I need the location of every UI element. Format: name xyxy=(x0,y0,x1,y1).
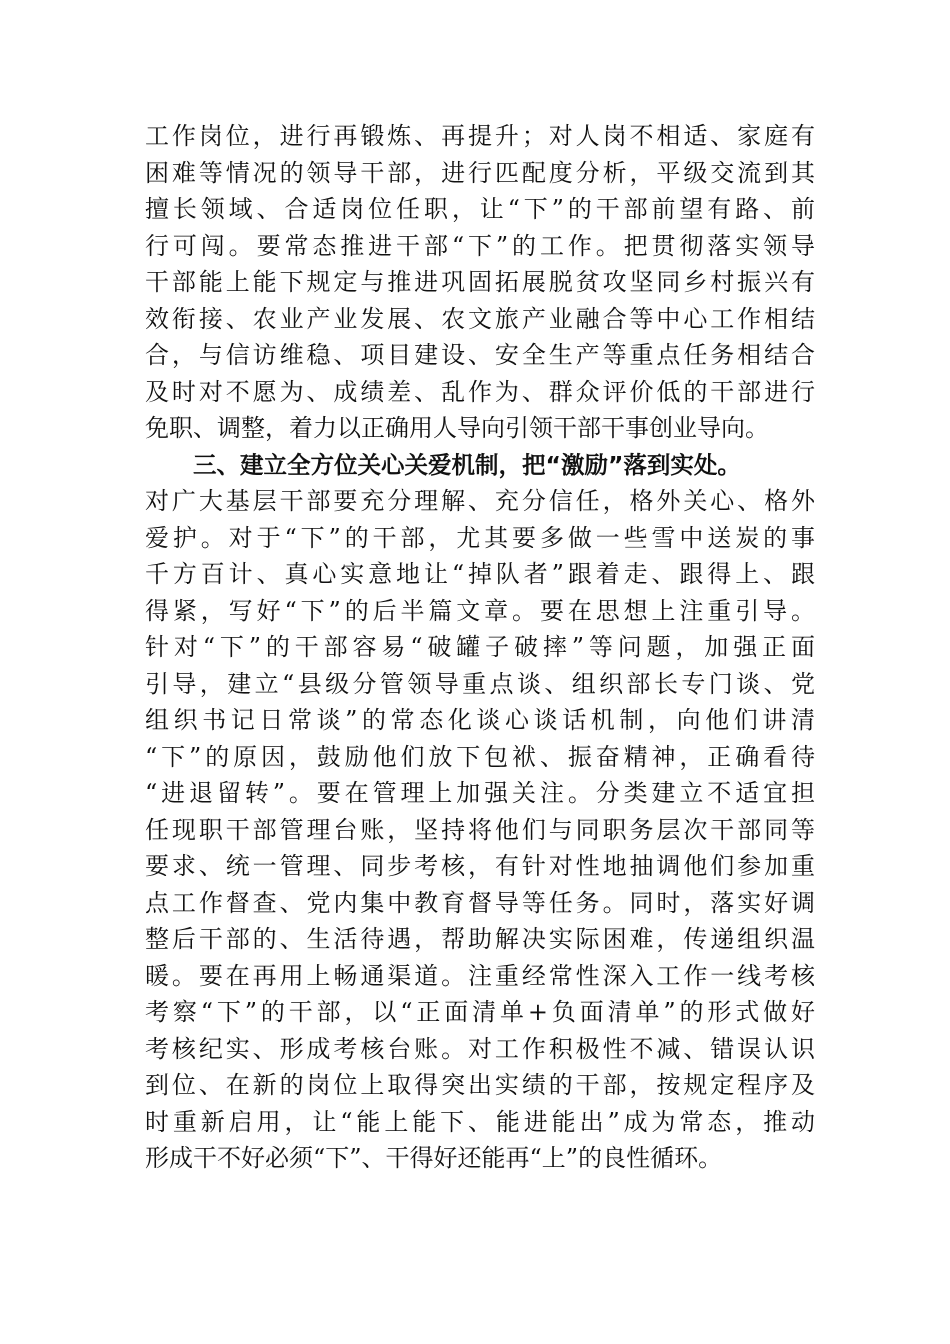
text-line: 形成干不好必须“下”、干得好还能再“上”的良性循环。 xyxy=(145,1144,723,1172)
text-line: 行可闯。要常态推进干部“下”的工作。把贯彻落实领导 xyxy=(145,231,815,260)
paragraph-1 xyxy=(145,118,815,447)
text-line: 组织书记日常谈”的常态化谈心谈话机制，向他们讲清 xyxy=(145,706,815,734)
text-line: 免职、调整，着力以正确用人导向引领干部干事创业导向。 xyxy=(145,414,769,442)
text-line: 要求、统一管理、同步考核，有针对性地抽调他们参加重 xyxy=(145,852,815,880)
text-line: 点工作督查、党内集中教育督导等任务。同时，落实好调 xyxy=(145,888,815,917)
text-line: 整后干部的、生活待遇，帮助解决实际困难，传递组织温 xyxy=(145,925,815,953)
text-line: 任现职干部管理台账，坚持将他们与同职务层次干部同等 xyxy=(145,815,815,844)
text-line: 到位、在新的岗位上取得突出实绩的干部，按规定程序及 xyxy=(145,1071,815,1099)
text-line: 工作岗位，进行再锻炼、再提升；对人岗不相适、家庭有 xyxy=(145,122,815,150)
text-line: 考核纪实、形成考核台账。对工作积极性不减、错误认识 xyxy=(145,1034,815,1063)
text-line: 爱护。对于“下”的干部，尤其要多做一些雪中送炭的事 xyxy=(145,523,815,552)
text-line: 引导，建立“县级分管领导重点谈、组织部长专门谈、党 xyxy=(145,669,815,698)
text-line: 暖。要在再用上畅通渠道。注重经常性深入工作一线考核 xyxy=(145,961,815,990)
text-line: “下”的原因，鼓励他们放下包袱、振奋精神，正确看待 xyxy=(145,742,815,771)
text-line: 干部能上能下规定与推进巩固拓展脱贫攻坚同乡村振兴有 xyxy=(145,268,815,296)
document-page xyxy=(145,118,815,1177)
text-line: 针对“下”的干部容易“破罐子破摔”等问题，加强正面 xyxy=(145,633,815,661)
text-line: 考察“下”的干部，以“正面清单+负面清单”的形式做好 xyxy=(145,998,815,1026)
text-line: “进退留转”。要在管理上加强关注。分类建立不适宜担 xyxy=(145,779,815,807)
text-line: 及时对不愿为、成绩差、乱作为、群众评价低的干部进行 xyxy=(145,377,815,406)
section-heading: 三、建立全方位关心关爱机制，把“激励”落到实处。 xyxy=(193,450,741,479)
text-line: 时重新启用，让“能上能下、能进能出”成为常态，推动 xyxy=(145,1107,815,1136)
text-line: 得紧，写好“下”的后半篇文章。要在思想上注重引导。 xyxy=(145,596,815,625)
text-line: 困难等情况的领导干部，进行匹配度分析，平级交流到其 xyxy=(145,158,815,187)
text-line: 合，与信访维稳、项目建设、安全生产等重点任务相结合 xyxy=(145,341,815,369)
section-3 xyxy=(145,447,815,1177)
text-line: 效衔接、农业产业发展、农文旅产业融合等中心工作相结 xyxy=(145,304,815,333)
text-line: 擅长领域、合适岗位任职，让“下”的干部前望有路、前 xyxy=(145,195,815,223)
text-line: 对广大基层干部要充分理解、充分信任，格外关心、格外 xyxy=(145,487,815,515)
text-line: 千方百计、真心实意地让“掉队者”跟着走、跟得上、跟 xyxy=(145,560,815,588)
